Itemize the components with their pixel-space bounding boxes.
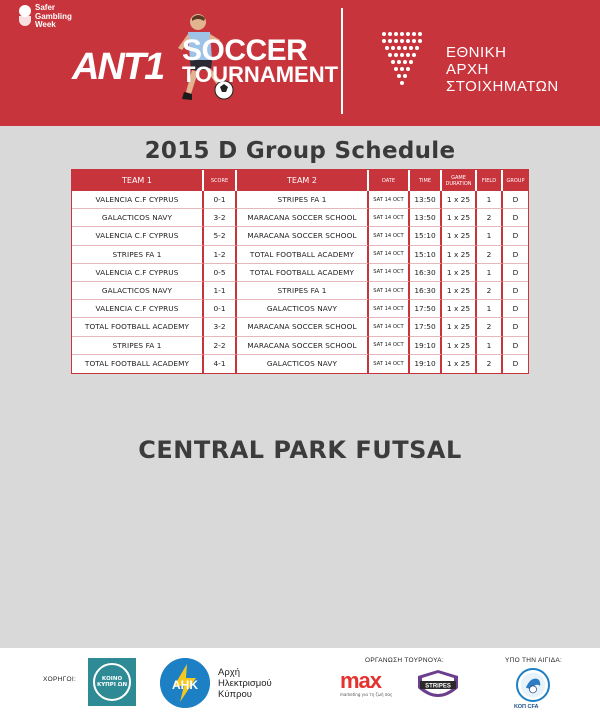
date-cell: SAT 14 OCT: [369, 246, 410, 264]
col-game-duration: GAME DURATION: [442, 170, 477, 191]
duration-cell: 1 x 25: [442, 227, 477, 245]
time-cell: 13:50: [410, 209, 442, 227]
date-cell: SAT 14 OCT: [369, 318, 410, 336]
time-cell: 16:30: [410, 264, 442, 282]
team2-cell: TOTAL FOOTBALL ACADEMY: [237, 246, 369, 264]
max-logo-subtitle: marketing για τη ζωή σας: [340, 692, 393, 697]
duration-cell: 1 x 25: [442, 337, 477, 355]
field-cell: 1: [477, 191, 503, 209]
kop-cfa-text: ΚΟΠ CFA: [514, 704, 539, 710]
date-cell: SAT 14 OCT: [369, 264, 410, 282]
footer-sponsors: [0, 648, 600, 717]
date-cell: SAT 14 OCT: [369, 191, 410, 209]
field-cell: 2: [477, 355, 503, 373]
group-cell: D: [503, 209, 528, 227]
date-cell: SAT 14 OCT: [369, 355, 410, 373]
field-cell: 1: [477, 264, 503, 282]
time-cell: 16:30: [410, 282, 442, 300]
brand-tournament: TOURNAMENT: [182, 62, 339, 87]
field-cell: 1: [477, 337, 503, 355]
tournament-logo: [70, 28, 339, 114]
team1-cell: VALENCIA C.F CYPRUS: [72, 227, 204, 245]
duration-cell: 1 x 25: [442, 264, 477, 282]
date-cell: SAT 14 OCT: [369, 227, 410, 245]
team2-cell: MARACANA SOCCER SCHOOL: [237, 227, 369, 245]
date-cell: SAT 14 OCT: [369, 337, 410, 355]
col-field: FIELD: [477, 170, 503, 191]
score-cell: 0-5: [204, 264, 237, 282]
time-cell: 17:50: [410, 300, 442, 318]
field-cell: 1: [477, 227, 503, 245]
col-time: TIME: [410, 170, 442, 191]
score-cell: 4-1: [204, 355, 237, 373]
group-cell: D: [503, 282, 528, 300]
team2-cell: MARACANA SOCCER SCHOOL: [237, 337, 369, 355]
safer-gambling-icon: [18, 4, 32, 26]
score-cell: 1-1: [204, 282, 237, 300]
table-row: [72, 191, 528, 209]
field-cell: 2: [477, 209, 503, 227]
table-row: [72, 246, 528, 264]
score-cell: 3-2: [204, 318, 237, 336]
time-cell: 19:10: [410, 355, 442, 373]
table-header-row: [72, 170, 528, 191]
organizer-label: ΟΡΓΑΝΩΣΗ ΤΟΥΡΝΟΥΑ:: [365, 657, 444, 664]
duration-cell: 1 x 25: [442, 300, 477, 318]
aik-line-2: Ηλεκτρισμού: [218, 678, 272, 689]
team2-cell: GALACTICOS NAVY: [237, 300, 369, 318]
group-cell: D: [503, 246, 528, 264]
table-row: [72, 318, 528, 336]
schedule-table: [71, 169, 529, 374]
max-marketing-logo: [340, 670, 400, 698]
time-cell: 15:10: [410, 227, 442, 245]
table-row: [72, 282, 528, 300]
partner-line-1: ΕΘΝΙΚΗ: [446, 44, 507, 61]
col-team1: TEAM 1: [72, 170, 204, 191]
koino-kyprion-logo: [88, 658, 136, 706]
team2-cell: STRIPES FA 1: [237, 282, 369, 300]
table-row: [72, 264, 528, 282]
duration-cell: 1 x 25: [442, 282, 477, 300]
time-cell: 17:50: [410, 318, 442, 336]
team1-cell: GALACTICOS NAVY: [72, 209, 204, 227]
auspices-label: ΥΠΟ ΤΗΝ ΑΙΓΙΔΑ:: [505, 657, 563, 664]
header-divider: [341, 8, 343, 114]
field-cell: 2: [477, 282, 503, 300]
date-cell: SAT 14 OCT: [369, 282, 410, 300]
team2-cell: MARACANA SOCCER SCHOOL: [237, 209, 369, 227]
time-cell: 13:50: [410, 191, 442, 209]
col-team2: TEAM 2: [237, 170, 369, 191]
col-date: DATE: [369, 170, 410, 191]
table-row: [72, 227, 528, 245]
team2-cell: MARACANA SOCCER SCHOOL: [237, 318, 369, 336]
duration-cell: 1 x 25: [442, 355, 477, 373]
aik-mark: ΑΗΚ: [172, 678, 198, 692]
score-cell: 2-2: [204, 337, 237, 355]
date-cell: SAT 14 OCT: [369, 209, 410, 227]
duration-cell: 1 x 25: [442, 246, 477, 264]
table-row: [72, 337, 528, 355]
team1-cell: VALENCIA C.F CYPRUS: [72, 300, 204, 318]
schedule-title: 2015 D Group Schedule: [144, 138, 456, 164]
national-authority-name: [446, 44, 559, 95]
koino-kyprion-text: ΚΟΙΝΟ ΚΥΠΡΙ ΩΝ: [93, 663, 131, 701]
team1-cell: VALENCIA C.F CYPRUS: [72, 191, 204, 209]
safer-gambling-logo: [18, 4, 83, 30]
score-cell: 3-2: [204, 209, 237, 227]
score-cell: 5-2: [204, 227, 237, 245]
table-row: [72, 355, 528, 373]
field-cell: 2: [477, 318, 503, 336]
score-cell: 0-1: [204, 191, 237, 209]
group-cell: D: [503, 300, 528, 318]
header-banner: [0, 0, 600, 126]
max-logo-text: max: [340, 668, 382, 693]
group-cell: D: [503, 318, 528, 336]
group-cell: D: [503, 191, 528, 209]
team2-cell: GALACTICOS NAVY: [237, 355, 369, 373]
col-score: SCORE: [204, 170, 237, 191]
team2-cell: STRIPES FA 1: [237, 191, 369, 209]
aik-line-3: Κύπρου: [218, 689, 252, 700]
team2-cell: TOTAL FOOTBALL ACADEMY: [237, 264, 369, 282]
team1-cell: GALACTICOS NAVY: [72, 282, 204, 300]
time-cell: 19:10: [410, 337, 442, 355]
national-authority-logo-icon: [378, 28, 426, 86]
group-cell: D: [503, 227, 528, 245]
partner-line-3: ΣΤΟΙΧΗΜΑΤΩΝ: [446, 78, 559, 95]
team1-cell: TOTAL FOOTBALL ACADEMY: [72, 355, 204, 373]
field-cell: 1: [477, 300, 503, 318]
aik-name: [218, 667, 272, 700]
kop-cfa-logo-icon: [516, 668, 550, 702]
safer-gambling-text: Safer Gambling Week: [35, 3, 72, 29]
group-cell: D: [503, 264, 528, 282]
brand-anti: ANT1: [72, 46, 164, 88]
group-cell: D: [512, 359, 519, 369]
field-cell: 2: [477, 246, 503, 264]
group-cell: D: [503, 337, 528, 355]
venue-name: CENTRAL PARK FUTSAL: [138, 436, 462, 464]
sponsors-label: ΧΟΡΗΓΟΙ:: [43, 676, 77, 683]
table-row: [72, 209, 528, 227]
score-cell: 0-1: [204, 300, 237, 318]
duration-cell: 1 x 25: [442, 318, 477, 336]
table-row: [72, 300, 528, 318]
team1-cell: STRIPES FA 1: [72, 337, 204, 355]
team1-cell: STRIPES FA 1: [72, 246, 204, 264]
aik-logo-icon: [160, 658, 210, 708]
team1-cell: VALENCIA C.F CYPRUS: [72, 264, 204, 282]
partner-line-2: ΑΡΧΗ: [446, 61, 489, 78]
duration-cell: 1 x 25: [442, 209, 477, 227]
score-cell: 1-2: [204, 246, 237, 264]
duration-cell: 1 x 25: [442, 191, 477, 209]
brand-soccer: SOCCER: [182, 34, 308, 67]
team1-cell: TOTAL FOOTBALL ACADEMY: [72, 318, 204, 336]
stripes-logo-text: STRIPES: [425, 683, 451, 690]
aik-line-1: Αρχή: [218, 667, 241, 678]
col-group: GROUP: [503, 170, 528, 191]
stripes-logo-icon: [414, 668, 462, 704]
date-cell: SAT 14 OCT: [369, 300, 410, 318]
time-cell: 15:10: [410, 246, 442, 264]
